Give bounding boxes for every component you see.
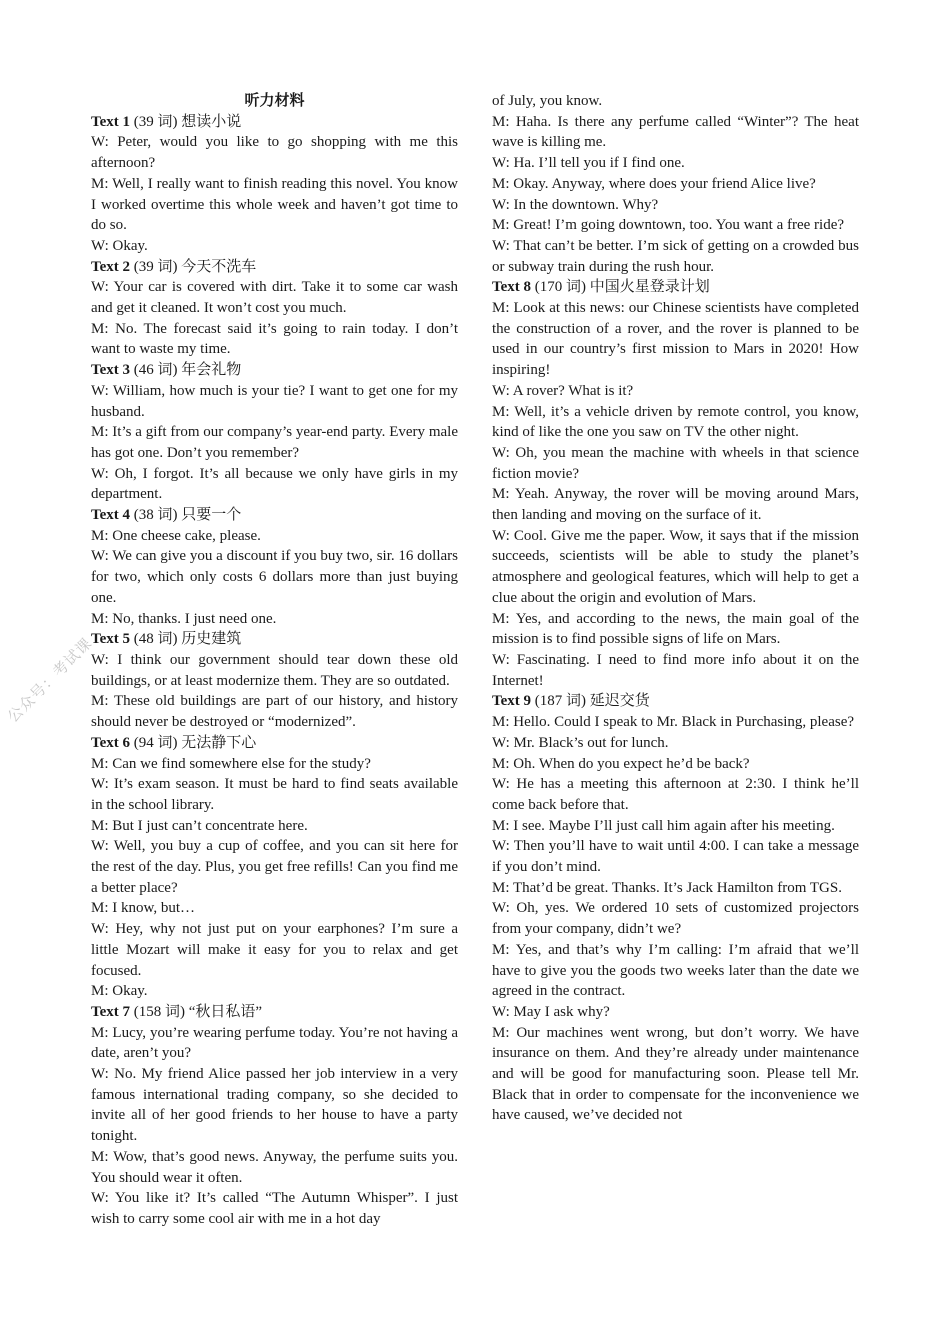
dialogue-line: W: You like it? It’s called “The Autumn Whisper”. I just wish to carry some cool air with me in a hot day	[91, 1190, 458, 1227]
section-heading	[91, 733, 458, 754]
dialogue-line: M: Look at this news: our Chinese scientists have completed the construction of a rover, and the rover is planned to be used in our country’s first mission to Mars in 2020! How inspiring!	[492, 300, 859, 379]
dialogue-line: M: Can we find somewhere else for the study?	[91, 755, 371, 772]
dialogue-line: W: Okay.	[91, 237, 148, 254]
dialogue-line: of July, you know.	[492, 93, 603, 109]
dialogue-line: W: Oh, you mean the machine with wheels in that science fiction movie?	[492, 444, 859, 482]
section-label: Text 1	[91, 113, 131, 130]
section-meta: (39 词) 今天不洗车	[130, 258, 257, 275]
dialogue-line: W: Peter, would you like to go shopping with me this afternoon?	[91, 134, 458, 172]
section-heading	[91, 629, 458, 650]
section-label: Text 4	[91, 507, 131, 524]
section-label: Text 8	[492, 279, 532, 296]
section-meta: (94 词) 无法静下心	[130, 734, 257, 751]
dialogue-line: W: May I ask why?	[492, 1003, 610, 1020]
section-heading	[91, 505, 458, 526]
right-column-content	[492, 91, 859, 1126]
section-meta: (187 词) 延迟交货	[531, 693, 650, 710]
dialogue-line: M: Oh. When do you expect he’d be back?	[492, 755, 750, 772]
dialogue-line: M: Our machines went wrong, but don’t worry. We have insurance on them. And they’re already under maintenance and will be good for manufacturing soon. Please tell Mr. Black that in order to compensate for the inconvenience we have caused, we’ve decided not	[492, 1024, 859, 1124]
dialogue-line: W: It’s exam season. It must be hard to find seats available in the school library.	[91, 776, 458, 813]
section-meta: (48 词) 历史建筑	[130, 631, 242, 648]
section-label: Text 9	[492, 693, 532, 710]
dialogue-line: M: Okay. Anyway, where does your friend Alice live?	[492, 175, 816, 192]
dialogue-line: M: I see. Maybe I’ll just call him again after his meeting.	[492, 817, 835, 834]
section-meta: (170 词) 中国火星登录计划	[531, 279, 710, 296]
left-column-content	[91, 112, 458, 1230]
dialogue-line: M: Great! I’m going downtown, too. You want a free ride?	[492, 217, 845, 234]
dialogue-line: W: Mr. Black’s out for lunch.	[492, 734, 669, 751]
dialogue-line: M: Okay.	[91, 983, 148, 1000]
dialogue-line: W: In the downtown. Why?	[492, 196, 659, 213]
dialogue-line: M: It’s a gift from our company’s year-end party. Every male has got one. Don’t you remember?	[91, 424, 458, 461]
dialogue-line: M: No. The forecast said it’s going to rain today. I don’t want to waste my time.	[91, 320, 458, 358]
dialogue-line: M: No, thanks. I just need one.	[91, 610, 277, 627]
page-title: 听力材料	[244, 93, 305, 109]
dialogue-line: W: Ha. I’ll tell you if I find one.	[492, 155, 685, 172]
dialogue-line: W: Cool. Give me the paper. Wow, it says that if the mission succeeds, scientists will be able to study the planet’s atmosphere and geological features, which will help to get a clue about the origin and evolution of Mars.	[492, 527, 859, 606]
dialogue-line: M: Lucy, you’re wearing perfume today. You’re not having a date, aren’t you?	[91, 1024, 458, 1062]
dialogue-line: W: He has a meeting this afternoon at 2:30. I think he’ll come back before that.	[492, 776, 859, 813]
left-column	[91, 91, 458, 1230]
section-heading	[91, 1002, 458, 1023]
dialogue-line: M: Well, I really want to finish reading this novel. You know I worked overtime this whole week and haven’t got time to do so.	[91, 175, 458, 234]
section-heading	[492, 277, 859, 298]
dialogue-line: W: A rover? What is it?	[492, 382, 634, 399]
section-heading	[91, 360, 458, 381]
section-label: Text 6	[91, 734, 131, 751]
dialogue-line: M: Well, it’s a vehicle driven by remote control, you know, kind of like the one you saw on TV the other night.	[492, 403, 859, 441]
section-meta: (38 词) 只要一个	[130, 507, 242, 524]
dialogue-line: W: Well, you buy a cup of coffee, and you can sit here for the rest of the day. Plus, you get free refills! Can you find me a better place?	[91, 838, 458, 896]
dialogue-line: W: No. My friend Alice passed her job interview in a very famous international trading company, so she decided to invite all of her good friends to her house to have a party tonight.	[91, 1066, 458, 1145]
dialogue-line: M: But I just can’t concentrate here.	[91, 817, 308, 834]
dialogue-line: W: Oh, yes. We ordered 10 sets of customized projectors from your company, didn’t we?	[492, 900, 859, 938]
section-meta: (158 词) “秋日私语”	[130, 1003, 263, 1020]
dialogue-line: M: These old buildings are part of our history, and history should never be destroyed or “modernized”.	[91, 693, 458, 731]
section-meta: (39 词) 想读小说	[130, 113, 242, 130]
watermark: 公众号：考试课	[3, 634, 96, 726]
dialogue-line: M: That’d be great. Thanks. It’s Jack Hamilton from TGS.	[492, 879, 842, 896]
section-heading	[492, 691, 859, 712]
section-heading	[91, 112, 458, 133]
right-column	[492, 91, 859, 1126]
dialogue-line: M: Yes, and that’s why I’m calling: I’m afraid that we’ll have to give you the goods two weeks later than the date we agreed in the contract.	[492, 941, 859, 1000]
dialogue-line: W: Fascinating. I need to find more info about it on the Internet!	[492, 651, 859, 689]
dialogue-line: M: Yes, and according to the news, the main goal of the mission is to find possible signs of life on Mars.	[492, 610, 859, 648]
section-label: Text 5	[91, 631, 131, 648]
section-meta: (46 词) 年会礼物	[130, 362, 242, 379]
dialogue-line: W: That can’t be better. I’m sick of getting on a crowded bus or subway train during the rush hour.	[492, 237, 859, 275]
section-label: Text 3	[91, 362, 131, 379]
dialogue-line: W: We can give you a discount if you buy two, sir. 16 dollars for two, which only costs 6 dollars more than just buying one.	[91, 548, 458, 606]
dialogue-line: W: Oh, I forgot. It’s all because we only have girls in my department.	[91, 465, 458, 503]
dialogue-line: W: I think our government should tear down these old buildings, or at least modernize them. They are so outdated.	[91, 651, 458, 689]
dialogue-line: W: Then you’ll have to wait until 4:00. I can take a message if you don’t mind.	[492, 838, 859, 876]
section-heading	[91, 257, 458, 278]
dialogue-line: W: William, how much is your tie? I want to get one for my husband.	[91, 382, 458, 420]
dialogue-line: M: Hello. Could I speak to Mr. Black in Purchasing, please?	[492, 714, 855, 731]
dialogue-line: W: Hey, why not just put on your earphones? I’m sure a little Mozart will make it easy for you to relax and get focused.	[91, 921, 458, 979]
dialogue-line: M: Yeah. Anyway, the rover will be moving around Mars, then landing and moving on the surface of it.	[492, 486, 859, 524]
section-label: Text 2	[91, 258, 131, 275]
dialogue-line: M: One cheese cake, please.	[91, 527, 261, 544]
dialogue-line: M: Haha. Is there any perfume called “Winter”? The heat wave is killing me.	[492, 113, 859, 151]
dialogue-line: W: Your car is covered with dirt. Take it to some car wash and get it cleaned. It won’t cost you much.	[91, 279, 458, 317]
dialogue-line: M: I know, but…	[91, 900, 196, 917]
dialogue-line: M: Wow, that’s good news. Anyway, the perfume suits you. You should wear it often.	[91, 1148, 458, 1186]
section-label: Text 7	[91, 1003, 131, 1020]
